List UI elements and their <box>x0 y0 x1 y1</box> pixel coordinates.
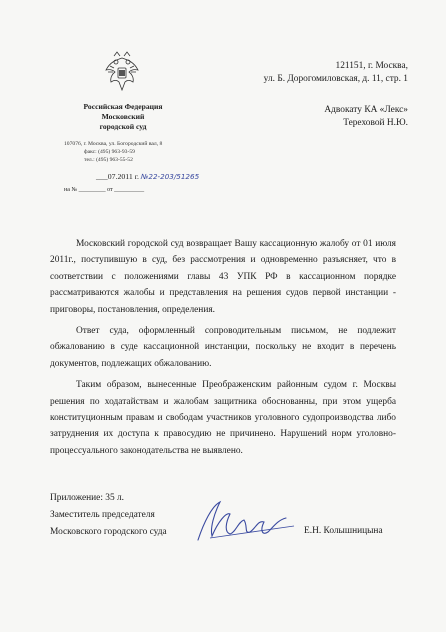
recipient-city: 121151, г. Москва, <box>335 61 408 71</box>
court-address <box>64 140 162 164</box>
org-line-country: Российская Федерация <box>83 102 163 111</box>
outgoing-number: №22-203/51265 <box>140 172 200 181</box>
handwritten-signature <box>190 492 300 548</box>
org-line-city: Московский <box>101 112 145 121</box>
recipient-person: Тереховой Н.Ю. <box>343 118 408 128</box>
recipient-title: Адвокату КА «Лекс» <box>324 105 408 115</box>
court-phone: тел.: (495) 963-55-52 <box>84 157 133 163</box>
court-name <box>58 102 188 132</box>
attachment-note: Приложение: 35 л. <box>50 493 125 503</box>
letter-body <box>50 236 396 464</box>
recipient-address <box>264 60 408 86</box>
letter-date: ___07.2011 г. <box>96 172 139 181</box>
recipient-name <box>324 104 408 130</box>
org-line-court: городской суд <box>99 122 147 131</box>
body-paragraph-2: Ответ суда, оформленный сопроводительным письмом, не подлежит обжалованию в суде кассационной инстанции, поскольку не входит в перечень документов, подлежащих обжалованию. <box>50 326 396 369</box>
signatory-position-2: Московского городского суда <box>50 527 167 537</box>
signatory-position-1: Заместитель председателя <box>50 510 155 520</box>
body-paragraph-3: Таким образом, вынесенные Преображенским районным судом г. Москвы решения по ходатайствам и жалобам защитника обоснованны, при этом ущерба конституционным правам и свободам участников уголовного судопроизводства либо затруднения их доступа к правосудию не причинено. Нарушений норм уголовно-процессуального законодательства не выявлено. <box>50 380 396 456</box>
coat-of-arms-icon <box>104 50 140 94</box>
court-street-address: 107076, г. Москва, ул. Богородский вал, 8 <box>64 141 163 147</box>
recipient-street: ул. Б. Дорогомиловская, д. 11, стр. 1 <box>263 74 408 84</box>
letter-footer <box>50 490 167 541</box>
signatory-name: Е.Н. Колышницына <box>304 526 383 536</box>
date-line <box>96 172 199 181</box>
body-paragraph-1: Московский городской суд возвращает Вашу кассационную жалобу от 01 июля 2011г., поступившую в суд, без рассмотрения и одновременно разъясняет, что в соответствии с положениями главы 43 УПК РФ в кассационном порядке рассматриваются жалобы и представления на решения судов первой инстанции - приговоры, постановления, определения. <box>50 239 396 315</box>
reference-line: на № _________ от __________ <box>64 187 145 193</box>
court-fax: факс: (495) 963-93-59 <box>84 149 135 155</box>
